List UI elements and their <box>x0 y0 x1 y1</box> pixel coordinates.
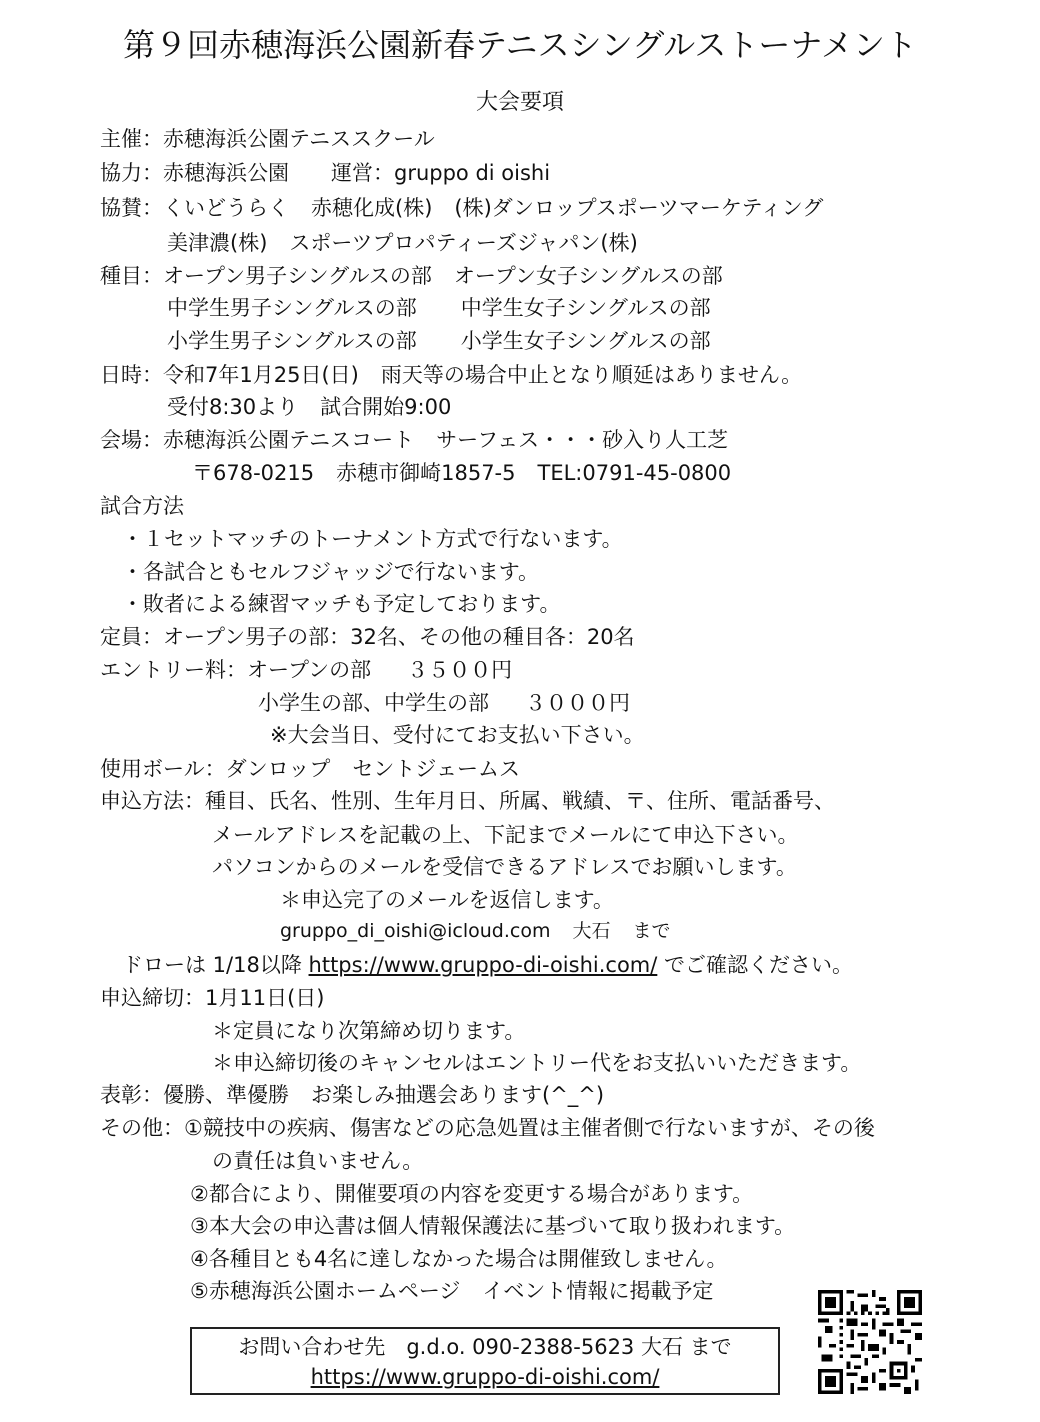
sponsors-line-1 <box>100 193 823 223</box>
sponsor-text: 赤穂化成(株) <box>311 196 433 220</box>
events-line-1 <box>100 261 723 291</box>
event-text: 小学生男子シングルスの部 <box>167 329 417 353</box>
sponsor-text: スポーツプロパティーズジャパン(株) <box>289 231 638 255</box>
made-text: まで <box>632 920 671 942</box>
fee-amount: ３０００円 <box>525 691 630 715</box>
venue-line <box>100 425 728 455</box>
sponsors-line-2 <box>167 228 638 258</box>
award-line <box>100 1080 604 1110</box>
method-item: ・各試合ともセルフジャッジで行ないます。 <box>122 560 540 584</box>
apply-line-3: パソコンからのメールを受信できるアドレスでお願いします。 <box>212 855 797 879</box>
event-text: 中学生女子シングルスの部 <box>460 296 711 320</box>
other-line-4: ④各種目とも4名に達しなかった場合は開催致しません。 <box>190 1247 728 1271</box>
ball-model: セントジェームス <box>352 757 520 781</box>
method-item: ・敗者による練習マッチも予定しております。 <box>122 592 561 616</box>
operation-text: 運営：gruppo di oishi <box>331 161 551 185</box>
event-text: 小学生女子シングルスの部 <box>460 329 711 353</box>
apply-line-4: ＊申込完了のメールを返信します。 <box>280 888 614 912</box>
fee-amount: ３５００円 <box>407 658 513 682</box>
event-info-text: イベント情報に掲載予定 <box>482 1279 714 1303</box>
events-line-2 <box>167 293 711 323</box>
surface-text: サーフェス・・・砂入り人工芝 <box>436 428 729 452</box>
page-subtitle: 大会要項 <box>475 90 564 115</box>
address-line <box>192 458 731 488</box>
deadline-line: 申込締切：1月11日(日) <box>100 986 325 1010</box>
page-title: 第９回赤穂海浜公園新春テニスシングルストーナメント <box>122 26 918 64</box>
organizer-line: 主催：赤穂海浜公園テニススクール <box>100 127 435 151</box>
draw-confirm-text: でご確認ください。 <box>664 953 854 977</box>
event-text: 種目：オープン男子シングルスの部 <box>100 264 432 288</box>
fee-line-1 <box>100 655 512 685</box>
fee-label: 小学生の部、中学生の部 <box>258 691 489 715</box>
fee-note: ※大会当日、受付にてお支払い下さい。 <box>270 723 645 747</box>
homepage-text: ⑤赤穂海浜公園ホームページ <box>190 1279 461 1303</box>
draw-text: ドローは 1/18以降 <box>122 953 302 977</box>
reception-text: 受付8:30より <box>167 395 299 419</box>
contact-url-line <box>192 1363 778 1391</box>
fee-label: エントリー料：オープンの部 <box>100 658 372 682</box>
other-line-1b: の責任は負いません。 <box>212 1149 424 1173</box>
phone-text: TEL:0791-45-0800 <box>537 461 732 485</box>
other-line-3: ③本大会の申込書は個人情報保護法に基づいて取り扱われます。 <box>190 1214 796 1238</box>
apply-line-1: 申込方法：種目、氏名、性別、生年月日、所属、戦績、〒、住所、電話番号、 <box>100 789 835 813</box>
apply-line-2: メールアドレスを記載の上、下記までメールにて申込下さい。 <box>212 823 799 847</box>
start-text: 試合開始9:00 <box>320 395 452 419</box>
postal-code: 〒678-0215 <box>192 461 315 485</box>
reception-line <box>167 392 451 422</box>
fee-line-2 <box>258 688 630 718</box>
lottery-text: お楽しみ抽選会あります(^_^) <box>311 1083 605 1107</box>
cooperation-text: 協力：赤穂海浜公園 <box>100 161 289 185</box>
deadline-note: ＊申込締切後のキャンセルはエントリー代をお支払いいただきます。 <box>212 1051 862 1075</box>
event-text: 中学生男子シングルスの部 <box>167 296 417 320</box>
apply-email-line <box>280 916 671 946</box>
date-text: 日時：令和7年1月25日(日) <box>100 363 359 387</box>
address-text: 赤穂市御崎1857-5 <box>336 461 516 485</box>
award-text: 表彰：優勝、準優勝 <box>100 1083 289 1107</box>
contact-box <box>190 1327 780 1395</box>
event-text: オープン女子シングルスの部 <box>453 264 723 288</box>
ball-line <box>100 754 520 784</box>
other-line-2: ②都合により、開催要項の内容を変更する場合があります。 <box>190 1182 754 1206</box>
date-line <box>100 360 802 390</box>
capacity-line: 定員：オープン男子の部：32名、その他の種目各：20名 <box>100 625 635 649</box>
contact-line: お問い合わせ先 g.d.o. 090-2388-5623 大石 まで <box>238 1335 732 1359</box>
venue-text: 会場：赤穂海浜公園テニスコート <box>100 428 415 452</box>
draw-line <box>122 950 853 980</box>
sponsor-text: 協賛：くいどうらく <box>100 196 289 220</box>
qr-code-icon[interactable] <box>818 1290 922 1394</box>
contact-name: 大石 <box>572 920 611 942</box>
ball-brand: 使用ボール：ダンロップ <box>100 757 331 781</box>
method-title: 試合方法 <box>100 494 184 518</box>
other-line-5 <box>190 1276 713 1306</box>
events-line-3 <box>167 326 711 356</box>
rain-note: 雨天等の場合中止となり順延はありません。 <box>380 363 803 387</box>
deadline-note: ＊定員になり次第締め切ります。 <box>212 1019 526 1043</box>
sponsor-text: (株)ダンロップスポーツマーケティング <box>454 196 824 220</box>
contact-link[interactable]: https://www.gruppo-di-oishi.com/ <box>310 1365 660 1389</box>
other-line-1: その他：①競技中の疾病、傷害などの応急処置は主催者側で行ないますが、その後 <box>100 1116 875 1140</box>
draw-link[interactable]: https://www.gruppo-di-oishi.com/ <box>308 953 658 977</box>
method-item: ・１セットマッチのトーナメント方式で行ないます。 <box>122 527 623 551</box>
sponsor-text: 美津濃(株) <box>167 231 268 255</box>
email-address[interactable]: gruppo_di_oishi@icloud.com <box>280 920 551 942</box>
cooperation-line <box>100 158 550 188</box>
